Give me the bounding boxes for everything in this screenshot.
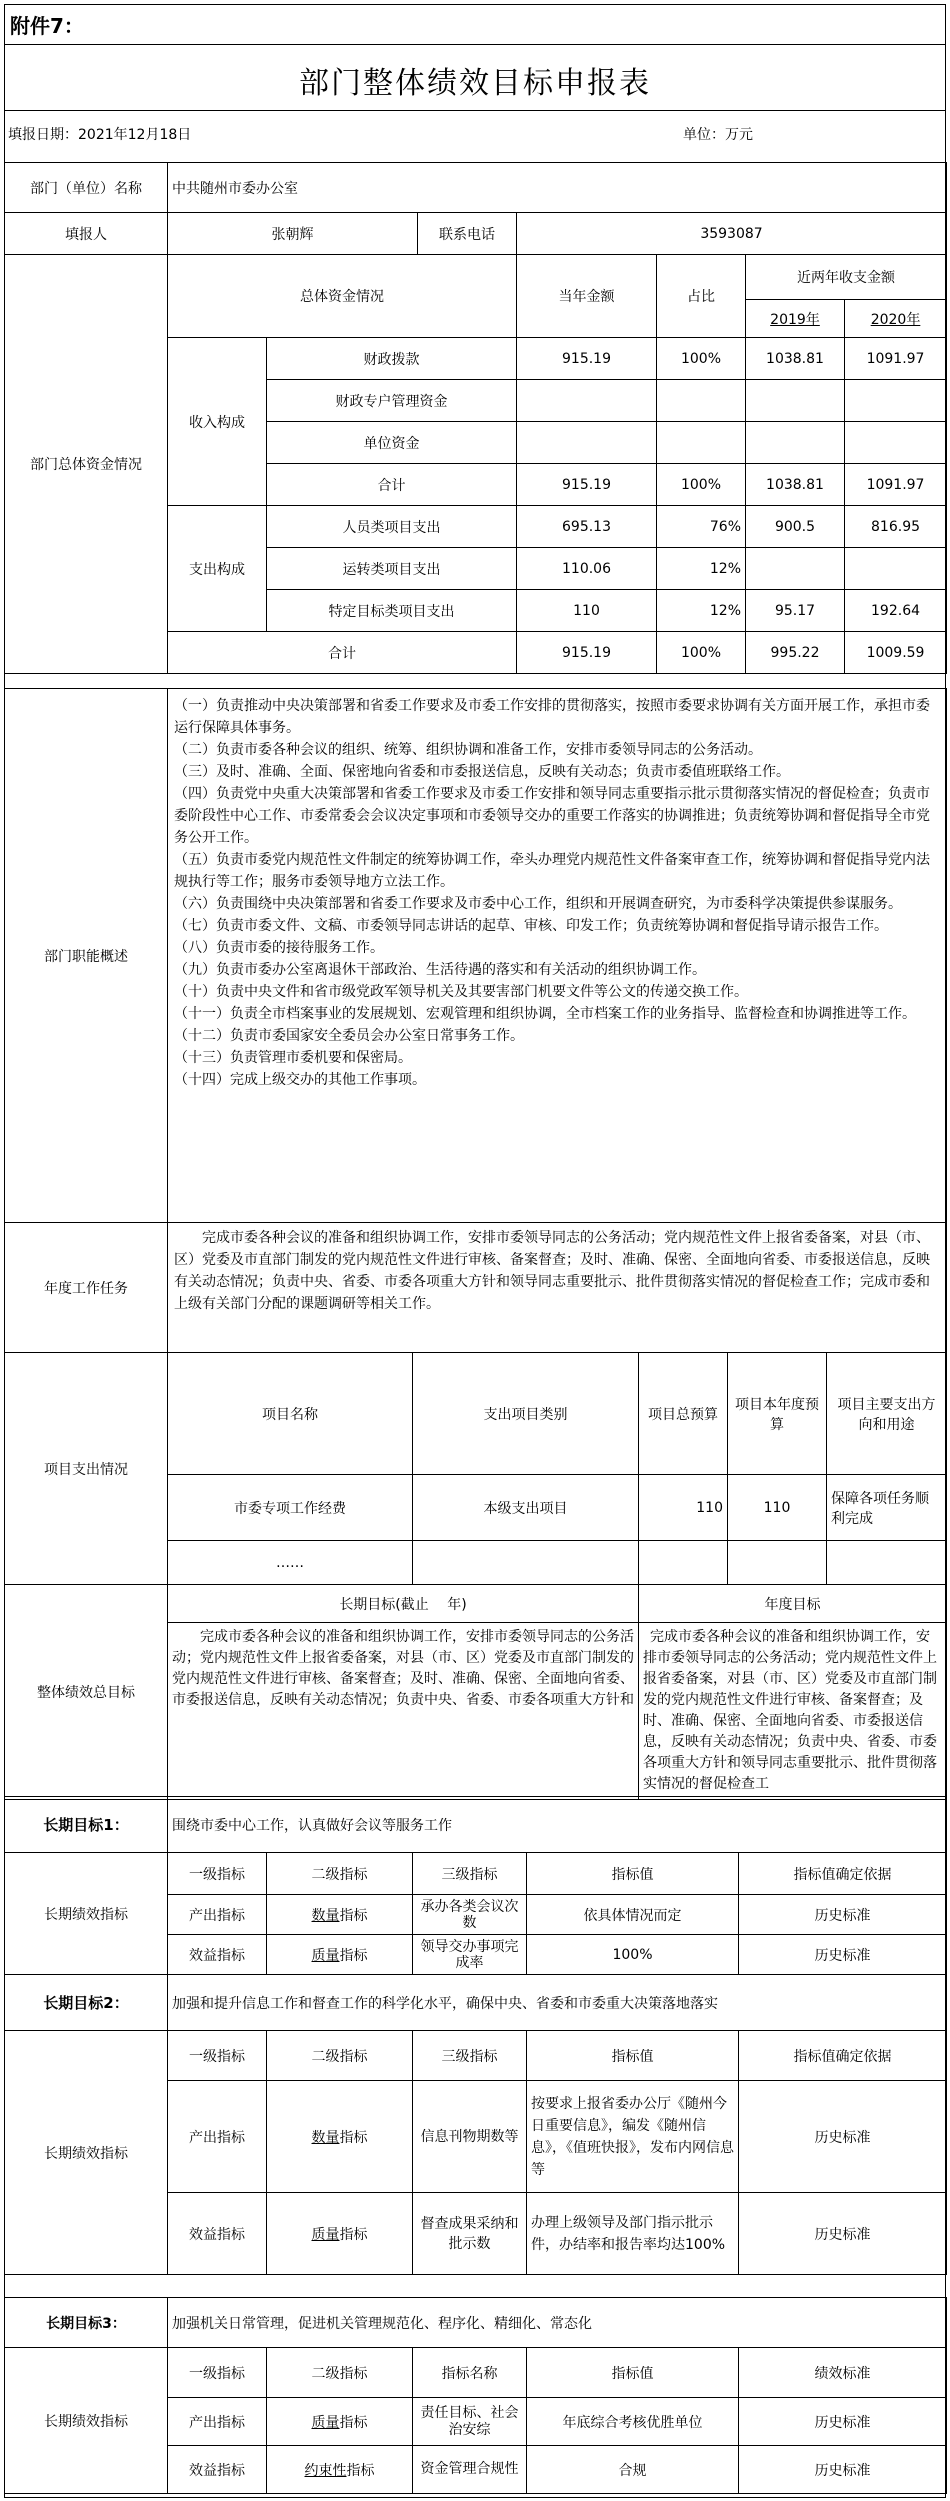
lt2-level1: 效益指标 bbox=[168, 2193, 267, 2275]
duty-item: （六）负责围绕中央决策部署和省委工作要求及市委中心工作，组织和开展调查研究，为市委科学决策提供参谋服务。 bbox=[174, 896, 902, 912]
lt2-h-level3: 三级指标 bbox=[413, 2031, 527, 2081]
lt3-h-level3: 指标名称 bbox=[413, 2348, 527, 2398]
lt2-level1: 产出指标 bbox=[168, 2081, 267, 2193]
funds-table bbox=[4, 162, 947, 674]
expense-2019: 900.5 bbox=[746, 506, 845, 548]
project-type: 本级支出项目 bbox=[413, 1475, 639, 1541]
income-amount bbox=[517, 380, 657, 422]
year-2019-header: 2019年 bbox=[746, 300, 845, 338]
income-2020: 1091.97 bbox=[845, 338, 947, 380]
expense-2020: 192.64 bbox=[845, 590, 947, 632]
lt1-basis: 历史标准 bbox=[739, 1935, 947, 1975]
lt2-value: 按要求上报省委办公厅《随州今日重要信息》，编发《随州信息》，《值班快报》，发布内网信息等 bbox=[527, 2081, 739, 2193]
lt2-h-level2: 二级指标 bbox=[267, 2031, 413, 2081]
lt2-basis: 历史标准 bbox=[739, 2081, 947, 2193]
long-term-goal-content bbox=[168, 1623, 639, 1800]
expense-2019: 95.17 bbox=[746, 590, 845, 632]
income-2020: 1091.97 bbox=[845, 464, 947, 506]
lt2-h-basis: 指标值确定依据 bbox=[739, 2031, 947, 2081]
duty-item: （十四）完成上级交办的其他工作事项。 bbox=[174, 1072, 426, 1088]
annual-tasks-label: 年度工作任务 bbox=[5, 1223, 168, 1353]
lt1-h-level3: 三级指标 bbox=[413, 1853, 527, 1895]
annual-tasks-text: 完成市委各种会议的准备和组织协调工作，安排市委领导同志的公务活动；党内规范性文件上报省委备案，对县（市、区）党委及市直部门制发的党内规范性文件进行审核、备案督查；及时、准确、保密、全面地向省委、市委报送信息，反映有关动态情况；负责中央、省委、市委各项重大方针和领导同志重要批示、批件贯彻落实情况的督促检查工作；完成市委和上级有关部门分配的课题调研等相关工作。 bbox=[174, 1230, 930, 1312]
long-term-goal-2-text: 加强和提升信息工作和督查工作的科学化水平，确保中央、省委和市委重大决策落地落实 bbox=[168, 1975, 947, 2031]
lt1-level2-suffix: 指标 bbox=[339, 1907, 368, 1924]
long-term-goal-3-text: 加强机关日常管理，促进机关管理规范化、程序化、精细化、常态化 bbox=[168, 2298, 947, 2348]
expense-2020 bbox=[845, 548, 947, 590]
duty-item: （十一）负责全市档案事业的发展规划、宏观管理和组织协调，全市档案工作的业务指导、监督检查和协调推进等工作。 bbox=[174, 1006, 916, 1022]
lt2-level2-suffix: 指标 bbox=[339, 2129, 368, 2146]
lt1-h-basis: 指标值确定依据 bbox=[739, 1853, 947, 1895]
project-use: 保障各项任务顺利完成 bbox=[827, 1475, 947, 1541]
duty-item: （四）负责党中央重大决策部署和省委工作要求及市委工作安排和领导同志重要指示批示贯彻落实情况的督促检查；负责市委阶段性中心工作、市委常委会会议决定事项和市委领导交办的重要工作落实的协调推进；负责统筹协调和督促指导全市党务公开工作。 bbox=[174, 786, 930, 846]
income-composition-label: 收入构成 bbox=[168, 338, 267, 506]
phone-label: 联系电话 bbox=[418, 213, 517, 255]
lt3-level3: 责任目标、社会治安综 bbox=[413, 2398, 527, 2446]
expense-amount: 110 bbox=[517, 590, 657, 632]
lt3-level3: 资金管理合规性 bbox=[413, 2446, 527, 2494]
title-divider bbox=[4, 110, 946, 111]
unit-label: 单位：万元 bbox=[683, 127, 753, 143]
lt3-basis: 历史标准 bbox=[739, 2398, 947, 2446]
lt1-level1: 产出指标 bbox=[168, 1895, 267, 1935]
expense-composition-label: 支出构成 bbox=[168, 506, 267, 632]
expense-ratio: 100% bbox=[657, 632, 746, 674]
project-name: 市委专项工作经费 bbox=[168, 1475, 413, 1541]
page-title: 部门整体绩效目标申报表 bbox=[299, 66, 651, 101]
lt1-value: 依具体情况而定 bbox=[527, 1895, 739, 1935]
header-divider bbox=[4, 44, 946, 45]
lt3-value: 年底综合考核优胜单位 bbox=[527, 2398, 739, 2446]
lt2-value: 办理上级领导及部门指示批示件，办结率和报告率均达100% bbox=[527, 2193, 739, 2275]
income-2020 bbox=[845, 380, 947, 422]
income-2019 bbox=[746, 422, 845, 464]
funds-section-label: 部门总体资金情况 bbox=[5, 255, 168, 674]
long-term-goal-3-label: 长期目标3： bbox=[5, 2298, 168, 2348]
expense-2019: 995.22 bbox=[746, 632, 845, 674]
expense-ratio: 12% bbox=[657, 590, 746, 632]
annual-goal-content bbox=[639, 1623, 947, 1800]
lt3-level2-type: 质量 bbox=[311, 2414, 340, 2431]
ratio-header: 占比 bbox=[657, 255, 746, 338]
income-item-name: 财政专户管理资金 bbox=[267, 380, 517, 422]
lt1-basis: 历史标准 bbox=[739, 1895, 947, 1935]
long-term-goal-1-text: 围绕市委中心工作，认真做好会议等服务工作 bbox=[168, 1797, 947, 1853]
lt3-basis: 历史标准 bbox=[739, 2446, 947, 2494]
expense-ratio: 12% bbox=[657, 548, 746, 590]
long-term-goal-text: 完成市委各种会议的准备和组织协调工作，安排市委领导同志的公务活动；党内规范性文件上报省委备案，对县（市、区）党委及市直部门制发的党内规范性文件进行审核、备案督查；及时、准确、保密、全面地向省委、市委报送信息，反映有关动态情况；负责中央、省委、市委各项重大方针和 bbox=[172, 1629, 634, 1708]
lt2-level2-suffix: 指标 bbox=[339, 2226, 368, 2243]
project-budget: 110 bbox=[639, 1475, 728, 1541]
lt2-level3: 信息刊物期数等 bbox=[413, 2081, 527, 2193]
filler-label: 填报人 bbox=[5, 213, 168, 255]
lt1-h-value: 指标值 bbox=[527, 1853, 739, 1895]
overall-funds-header: 总体资金情况 bbox=[168, 255, 517, 338]
recent-years-header: 近两年收支金额 bbox=[746, 255, 947, 300]
duty-item: （十）负责中央文件和省市级党政军领导机关及其要害部门机要文件等公文的传递交换工作。 bbox=[174, 984, 748, 1000]
dept-name-label: 部门（单位）名称 bbox=[5, 163, 168, 213]
phone-value: 3593087 bbox=[517, 213, 947, 255]
income-ratio bbox=[657, 422, 746, 464]
income-amount: 915.19 bbox=[517, 464, 657, 506]
income-ratio bbox=[657, 380, 746, 422]
lt2-level2 bbox=[267, 2081, 413, 2193]
lt1-indicator-label: 长期绩效指标 bbox=[5, 1853, 168, 1975]
lt2-level2-type: 质量 bbox=[311, 2226, 340, 2243]
project-use-header: 项目主要支出方向和用途 bbox=[827, 1353, 947, 1475]
lt3-value: 合规 bbox=[527, 2446, 739, 2494]
lt3-level2-type: 约束性 bbox=[304, 2462, 347, 2479]
long-term-goal-3-table bbox=[4, 2297, 947, 2494]
income-2019 bbox=[746, 380, 845, 422]
duties-content bbox=[168, 689, 947, 1223]
income-total-label: 合计 bbox=[267, 464, 517, 506]
project-year-budget bbox=[728, 1541, 827, 1585]
lt3-level2-suffix: 指标 bbox=[346, 2462, 375, 2479]
project-budget bbox=[639, 1541, 728, 1585]
expense-amount: 110.06 bbox=[517, 548, 657, 590]
income-2020 bbox=[845, 422, 947, 464]
annual-tasks-content bbox=[168, 1223, 947, 1353]
income-item-name: 财政拨款 bbox=[267, 338, 517, 380]
project-name-header: 项目名称 bbox=[168, 1353, 413, 1475]
lt2-indicator-label: 长期绩效指标 bbox=[5, 2031, 168, 2275]
long-term-goals-table bbox=[4, 1796, 947, 2275]
income-ratio: 100% bbox=[657, 464, 746, 506]
dept-name-value: 中共随州市委办公室 bbox=[168, 163, 947, 213]
overview-table bbox=[4, 688, 947, 1800]
lt2-basis: 历史标准 bbox=[739, 2193, 947, 2275]
lt3-indicator-label: 长期绩效指标 bbox=[5, 2348, 168, 2494]
lt1-level2-suffix: 指标 bbox=[339, 1947, 368, 1964]
duty-item: （一）负责推动中央决策部署和省委工作要求及市委工作安排的贯彻落实，按照市委要求协调有关方面开展工作，承担市委运行保障具体事务。 bbox=[174, 698, 930, 736]
expense-2020: 1009.59 bbox=[845, 632, 947, 674]
lt3-level2-suffix: 指标 bbox=[339, 2414, 368, 2431]
project-year-budget: 110 bbox=[728, 1475, 827, 1541]
expense-item-name: 人员类项目支出 bbox=[267, 506, 517, 548]
year-2020-header: 2020年 bbox=[845, 300, 947, 338]
overall-goal-label: 整体绩效总目标 bbox=[5, 1585, 168, 1800]
lt3-level1: 效益指标 bbox=[168, 2446, 267, 2494]
project-use bbox=[827, 1541, 947, 1585]
lt2-h-level1: 一级指标 bbox=[168, 2031, 267, 2081]
duty-item: （八）负责市委的接待服务工作。 bbox=[174, 940, 384, 956]
duty-item: （五）负责市委党内规范性文件制定的统筹协调工作，牵头办理党内规范性文件备案审查工作，统筹协调和督促指导党内法规执行等工作；服务市委领导地方立法工作。 bbox=[174, 852, 930, 890]
expense-2020: 816.95 bbox=[845, 506, 947, 548]
lt3-h-level1: 一级指标 bbox=[168, 2348, 267, 2398]
income-item-name: 单位资金 bbox=[267, 422, 517, 464]
expense-item-name: 特定目标类项目支出 bbox=[267, 590, 517, 632]
duty-item: （十三）负责管理市委机要和保密局。 bbox=[174, 1050, 412, 1066]
lt1-h-level1: 一级指标 bbox=[168, 1853, 267, 1895]
lt3-h-value: 指标值 bbox=[527, 2348, 739, 2398]
duty-item: （十二）负责市委国家安全委员会办公室日常事务工作。 bbox=[174, 1028, 524, 1044]
projects-label: 项目支出情况 bbox=[5, 1353, 168, 1585]
filler-name: 张朝辉 bbox=[168, 213, 418, 255]
income-amount bbox=[517, 422, 657, 464]
lt3-h-basis: 绩效标准 bbox=[739, 2348, 947, 2398]
lt1-h-level2: 二级指标 bbox=[267, 1853, 413, 1895]
lt1-value: 100% bbox=[527, 1935, 739, 1975]
lt3-level2 bbox=[267, 2446, 413, 2494]
lt2-level3: 督查成果采纳和批示数 bbox=[413, 2193, 527, 2275]
lt3-h-level2: 二级指标 bbox=[267, 2348, 413, 2398]
project-type-header: 支出项目类别 bbox=[413, 1353, 639, 1475]
expense-2019 bbox=[746, 548, 845, 590]
project-year-budget-header: 项目本年度预算 bbox=[728, 1353, 827, 1475]
expense-amount: 915.19 bbox=[517, 632, 657, 674]
expense-amount: 695.13 bbox=[517, 506, 657, 548]
duty-item: （七）负责市委文件、文稿、市委领导同志讲话的起草、审核、印发工作；负责统筹协调和督促指导请示报告工作。 bbox=[174, 918, 888, 934]
lt1-level2 bbox=[267, 1895, 413, 1935]
duties-label: 部门职能概述 bbox=[5, 689, 168, 1223]
income-amount: 915.19 bbox=[517, 338, 657, 380]
lt1-level3: 领导交办事项完成率 bbox=[413, 1935, 527, 1975]
duty-item: （九）负责市委办公室离退休干部政治、生活待遇的落实和有关活动的组织协调工作。 bbox=[174, 962, 706, 978]
lt1-level1: 效益指标 bbox=[168, 1935, 267, 1975]
expense-item-name: 运转类项目支出 bbox=[267, 548, 517, 590]
current-amount-header: 当年金额 bbox=[517, 255, 657, 338]
lt1-level2 bbox=[267, 1935, 413, 1975]
attachment-label: 附件7： bbox=[10, 14, 84, 38]
income-2019: 1038.81 bbox=[746, 464, 845, 506]
duty-item: （二）负责市委各种会议的组织、统筹、组织协调和准备工作，安排市委领导同志的公务活动。 bbox=[174, 742, 762, 758]
lt1-level3: 承办各类会议次数 bbox=[413, 1895, 527, 1935]
lt1-level2-type: 质量 bbox=[311, 1947, 340, 1964]
lt2-level2-type: 数量 bbox=[311, 2129, 340, 2146]
duty-item: （三）及时、准确、全面、保密地向省委和市委报送信息，反映有关动态；负责市委值班联络工作。 bbox=[174, 764, 790, 780]
annual-goal-text: 完成市委各种会议的准备和组织协调工作，安排市委领导同志的公务活动；党内规范性文件上报省委备案，对县（市、区）党委及市直部门制发的党内规范性文件进行审核、备案督查；及时、准确、保密、全面地向省委、市委报送信息，反映有关动态情况；负责中央、省委、市委各项重大方针和领导同志重要批示、批件贯彻落实情况的督促检查工 bbox=[643, 1629, 937, 1792]
long-term-goal-2-label: 长期目标2： bbox=[5, 1975, 168, 2031]
income-2019: 1038.81 bbox=[746, 338, 845, 380]
lt1-level2-type: 数量 bbox=[311, 1907, 340, 1924]
income-ratio: 100% bbox=[657, 338, 746, 380]
long-term-goal-1-label: 长期目标1： bbox=[5, 1797, 168, 1853]
project-type bbox=[413, 1541, 639, 1585]
project-name: …… bbox=[168, 1541, 413, 1585]
expense-ratio: 76% bbox=[657, 506, 746, 548]
lt3-level2 bbox=[267, 2398, 413, 2446]
expense-total-label: 合计 bbox=[168, 632, 517, 674]
project-budget-header: 项目总预算 bbox=[639, 1353, 728, 1475]
fill-date: 填报日期：2021年12月18日 bbox=[8, 127, 192, 143]
lt2-h-value: 指标值 bbox=[527, 2031, 739, 2081]
long-term-goal-header: 长期目标(截止 年) bbox=[168, 1585, 639, 1623]
lt2-level2 bbox=[267, 2193, 413, 2275]
lt3-level1: 产出指标 bbox=[168, 2398, 267, 2446]
annual-goal-header: 年度目标 bbox=[639, 1585, 947, 1623]
